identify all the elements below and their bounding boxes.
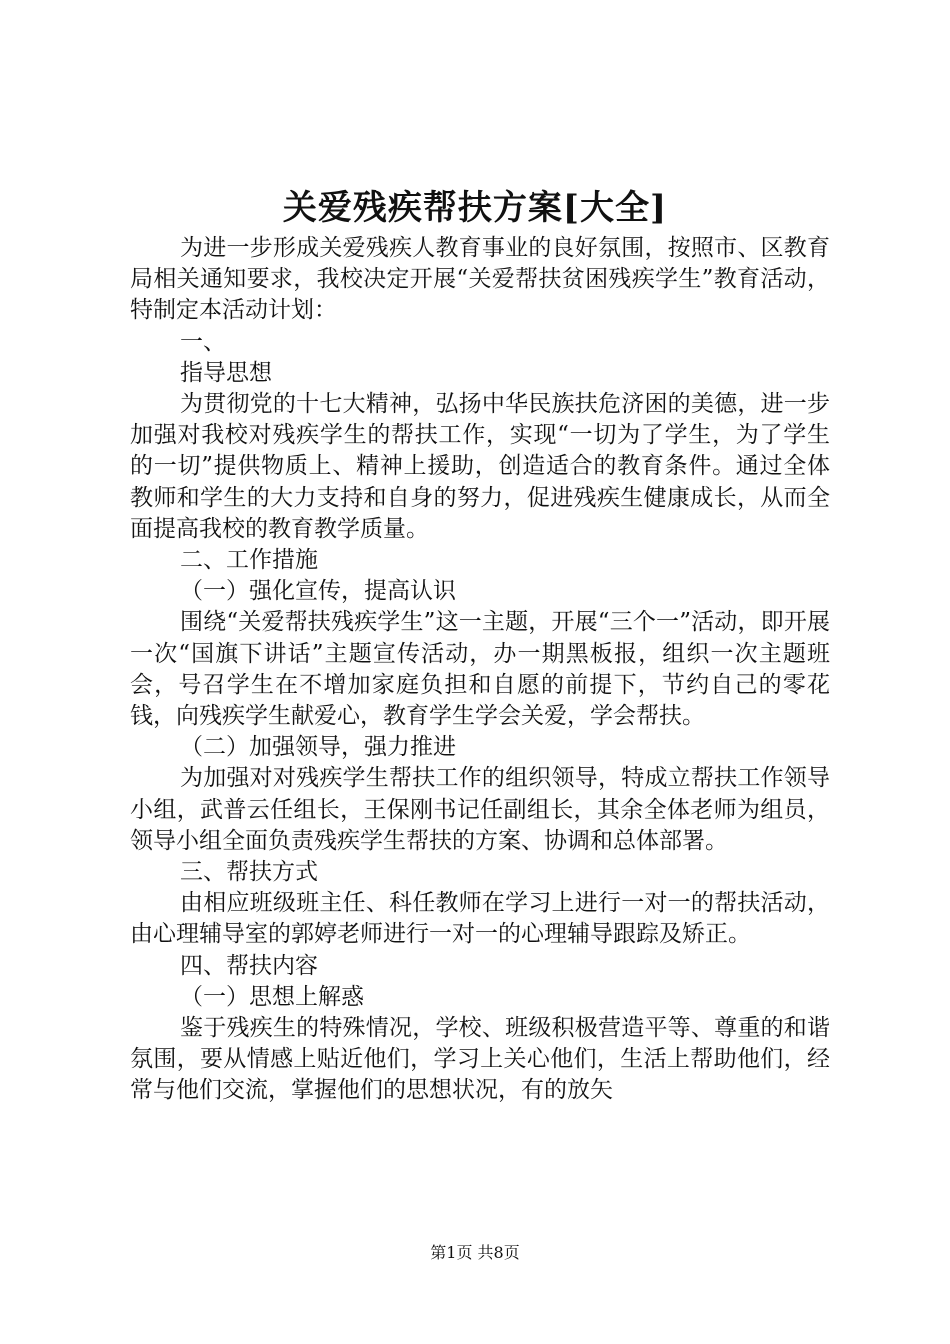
paragraph-intro: 为进一步形成关爱残疾人教育事业的良好氛围，按照市、区教育局相关通知要求，我校决定开展“关爱帮扶贫困残疾学生”教育活动，特制定本活动计划： (130, 235, 830, 324)
document-title: 关爱残疾帮扶方案[大全] (282, 188, 668, 228)
subheading-leadership: （二）加强领导，强力推进 (180, 734, 456, 761)
paragraph-leadership: 为加强对对残疾学生帮扶工作的组织领导，特成立帮扶工作领导小组，武普云任组长，王保刚书记任副组长，其余全体老师为组员，领导小组全面负责残疾学生帮扶的方案、协调和总体部署。 (130, 765, 830, 854)
heading-work-measures: 二、工作措施 (180, 547, 318, 574)
paragraph-guiding-thought: 为贯彻党的十七大精神，弘扬中华民族扶危济困的美德，进一步加强对我校对残疾学生的帮扶工作，实现“一切为了学生，为了学生的一切”提供物质上、精神上援助，创造适合的教育条件。通过全体教师和学生的大力支持和自身的努力，促进残疾生健康成长，从而全面提高我校的教育教学质量。 (130, 391, 830, 542)
page-number-footer: 第1页 共8页 (430, 1243, 520, 1262)
heading-section-1-number: 一、 (180, 328, 226, 355)
paragraph-ideological: 鉴于残疾生的特殊情况，学校、班级积极营造平等、尊重的和谐氛围，要从情感上贴近他们，学习上关心他们，生活上帮助他们，经常与他们交流，掌握他们的思想状况，有的放矢 (130, 1015, 830, 1104)
subheading-ideological: （一）思想上解惑 (180, 983, 364, 1010)
heading-assistance-method: 三、帮扶方式 (180, 859, 318, 886)
heading-guiding-thought: 指导思想 (180, 359, 272, 386)
heading-assistance-content: 四、帮扶内容 (180, 952, 318, 979)
paragraph-publicity: 围绕“关爱帮扶残疾学生”这一主题，开展“三个一”活动，即开展一次“国旗下讲话”主题宣传活动，办一期黑板报，组织一次主题班会，号召学生在不增加家庭负担和自愿的前提下，节约自己的零花钱，向残疾学生献爱心，教育学生学会关爱，学会帮扶。 (130, 609, 830, 730)
paragraph-assistance-method: 由相应班级班主任、科任教师在学习上进行一对一的帮扶活动，由心理辅导室的郭婷老师进行一对一的心理辅导跟踪及矫正。 (130, 890, 830, 948)
document-body (130, 233, 830, 1107)
subheading-publicity: （一）强化宣传，提高认识 (180, 578, 456, 605)
